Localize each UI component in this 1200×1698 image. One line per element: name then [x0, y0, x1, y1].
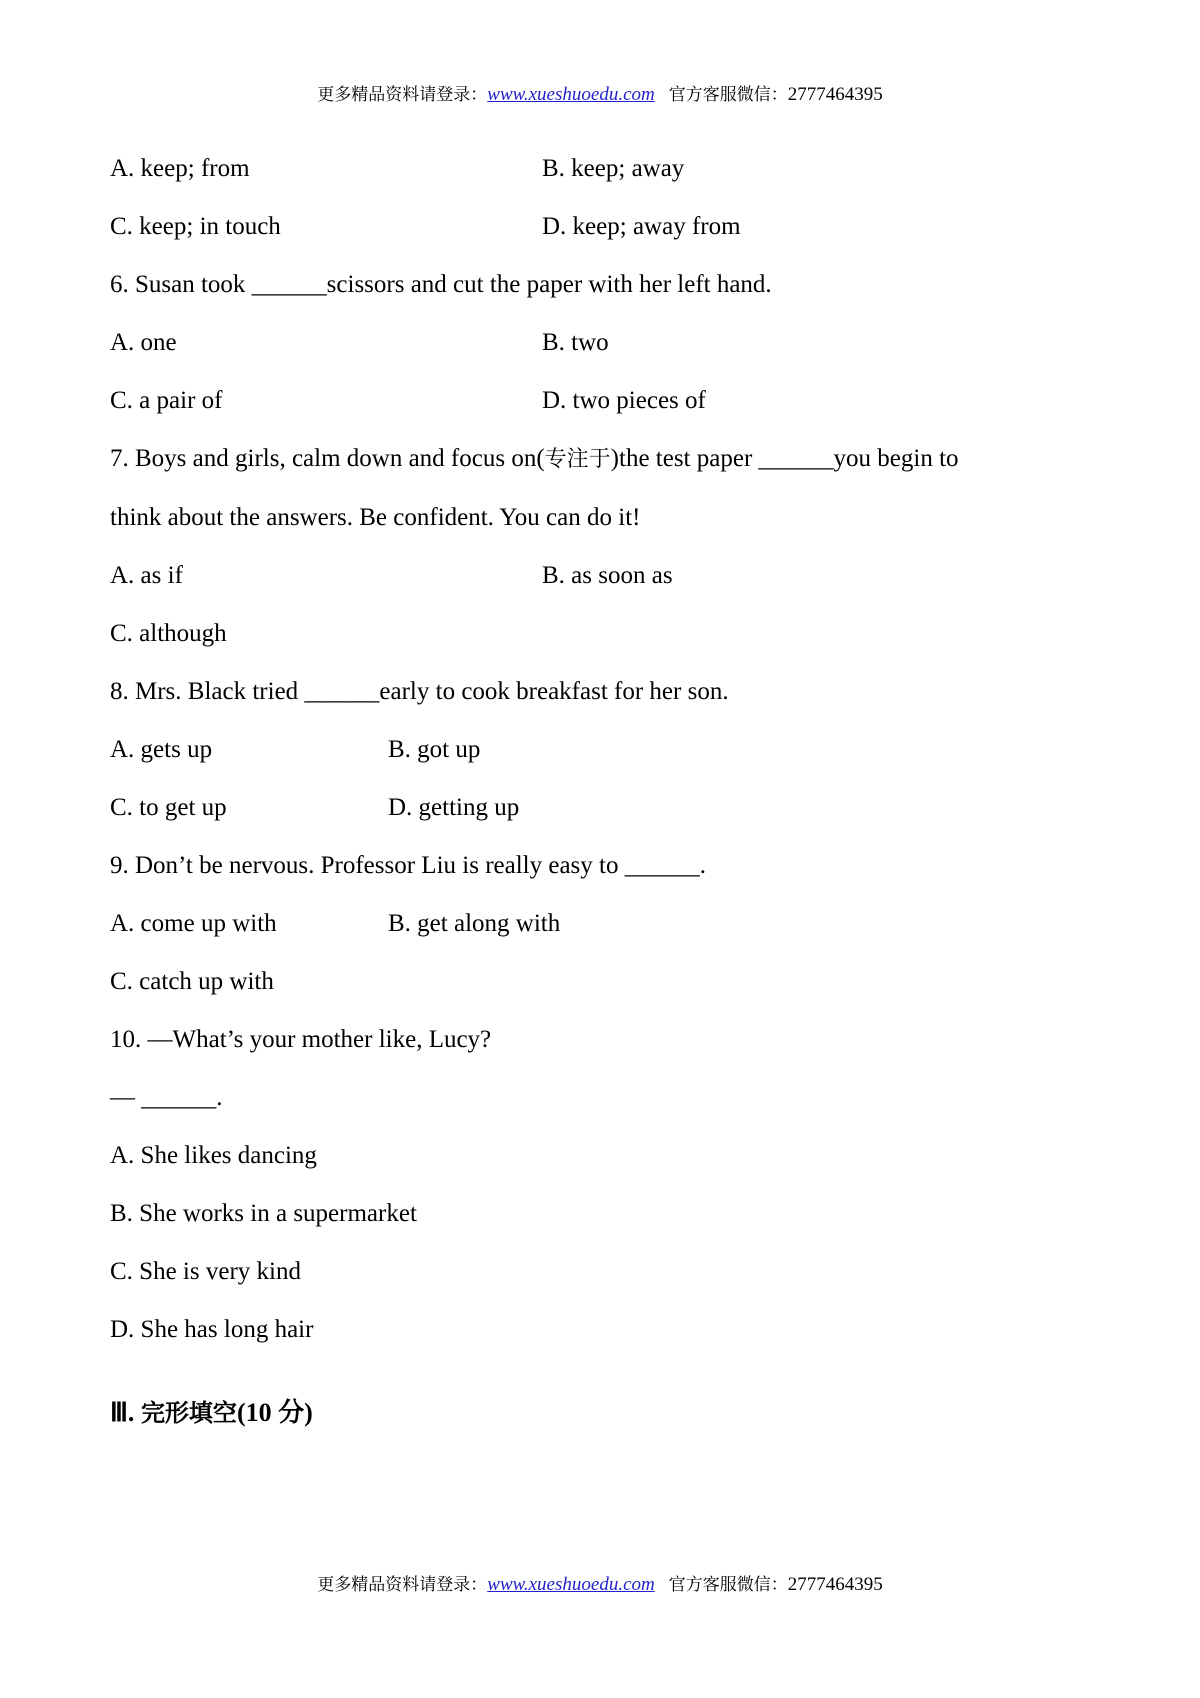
q5-option-row-2	[110, 198, 1100, 256]
q10-option-b[interactable]: B. She works in a supermarket	[110, 1200, 417, 1227]
q9-stem: 9. Don’t be nervous. Professor Liu is really easy to ______.	[110, 852, 706, 879]
q10-option-c[interactable]: C. She is very kind	[110, 1258, 301, 1285]
header-wechat-label: 官方客服微信：	[668, 85, 788, 105]
q7-stem-part2: )the test paper ______you begin to	[610, 445, 959, 472]
q8-option-d[interactable]: D. getting up	[388, 794, 520, 821]
q6-option-c[interactable]: C. a pair of	[110, 387, 223, 414]
page-footer	[0, 1570, 1200, 1596]
q7-option-row-1	[110, 547, 1100, 605]
q5-option-c[interactable]: C. keep; in touch	[110, 213, 281, 240]
q7-option-row-2	[110, 605, 1100, 663]
q7-stem-line-1	[110, 430, 1100, 489]
q6-option-d[interactable]: D. two pieces of	[542, 387, 706, 414]
page-header	[0, 80, 1200, 106]
header-wechat-number: 2777464395	[787, 84, 883, 105]
section-roman-numeral: Ⅲ.	[110, 1398, 135, 1427]
q10-stem-line-1: 10. —What’s your mother like, Lucy?	[110, 1026, 492, 1053]
q6-option-a[interactable]: A. one	[110, 329, 177, 356]
header-url-link[interactable]: www.xueshuoedu.com	[487, 84, 655, 105]
section-score: (10 分)	[236, 1398, 313, 1427]
q10-option-d[interactable]: D. She has long hair	[110, 1316, 314, 1343]
q10-option-a[interactable]: A. She likes dancing	[110, 1142, 317, 1169]
q7-stem-line-2: think about the answers. Be confident. You can do it!	[110, 504, 641, 531]
q6-option-b[interactable]: B. two	[542, 329, 609, 356]
footer-wechat-number: 2777464395	[787, 1574, 883, 1595]
q8-option-b[interactable]: B. got up	[388, 736, 481, 763]
q5-option-a[interactable]: A. keep; from	[110, 155, 250, 182]
q7-stem-part1: 7. Boys and girls, calm down and focus on(	[110, 445, 545, 472]
q9-option-a[interactable]: A. come up with	[110, 910, 277, 937]
q8-stem: 8. Mrs. Black tried ______early to cook breakfast for her son.	[110, 678, 729, 705]
footer-prefix: 更多精品资料请登录：	[317, 1575, 488, 1595]
q9-option-row-1	[110, 895, 1100, 953]
q7-option-c[interactable]: C. although	[110, 620, 227, 647]
footer-url-link[interactable]: www.xueshuoedu.com	[487, 1574, 655, 1595]
q8-option-row-2	[110, 779, 1100, 837]
q6-option-row-1	[110, 314, 1100, 372]
q9-option-row-2	[110, 953, 1100, 1011]
footer-wechat-label: 官方客服微信：	[668, 1575, 788, 1595]
q5-option-d[interactable]: D. keep; away from	[542, 213, 741, 240]
section-heading	[110, 1389, 1100, 1437]
q6-option-row-2	[110, 372, 1100, 430]
section-title-text: 完形填空	[140, 1399, 237, 1427]
header-prefix: 更多精品资料请登录：	[317, 85, 488, 105]
q8-option-a[interactable]: A. gets up	[110, 736, 213, 763]
q9-option-c[interactable]: C. catch up with	[110, 968, 274, 995]
q9-option-b[interactable]: B. get along with	[388, 910, 561, 937]
q7-option-a[interactable]: A. as if	[110, 562, 183, 589]
q6-stem: 6. Susan took ______scissors and cut the paper with her left hand.	[110, 271, 772, 298]
q7-stem-chinese-gloss: 专注于	[544, 447, 611, 472]
q5-option-row-1	[110, 140, 1100, 198]
q7-option-b[interactable]: B. as soon as	[542, 562, 673, 589]
q10-stem-line-2: — ______.	[110, 1084, 223, 1111]
q5-option-b[interactable]: B. keep; away	[542, 155, 685, 182]
q8-option-c[interactable]: C. to get up	[110, 794, 227, 821]
q8-option-row-1	[110, 721, 1100, 779]
question-content	[110, 140, 1100, 1437]
